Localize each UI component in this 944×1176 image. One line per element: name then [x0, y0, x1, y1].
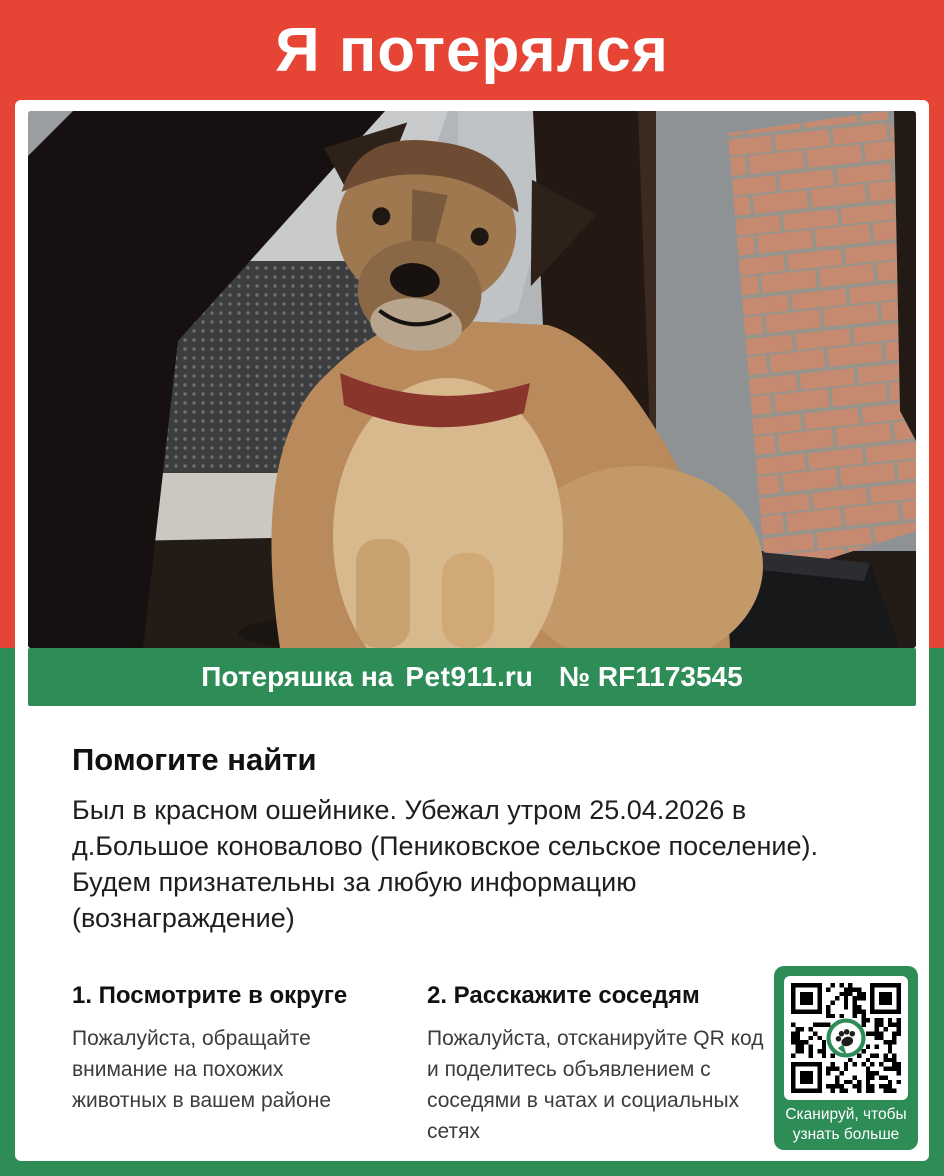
pet-photo-illustration [28, 111, 916, 648]
band-prefix: Потеряшка на [201, 661, 394, 692]
qr-code [784, 976, 908, 1100]
announcement-id: № RF1173545 [558, 661, 743, 692]
step2-title: 2. Расскажите соседям [427, 982, 700, 1009]
paw-pin-icon [823, 1015, 869, 1061]
poster-title: Я потерялся [275, 15, 669, 85]
pet911-logo-suffix: .ru [497, 661, 533, 692]
qr-caption-line2: узнать больше [792, 1126, 900, 1143]
site-band [28, 648, 916, 706]
step1-title: 1. Посмотрите в округе [72, 982, 348, 1009]
step2-text: Пожалуйста, отсканируйте QR код и поделитесь объявлением с соседями в чатах и социальных сетях [427, 1027, 764, 1143]
qr-caption [774, 1105, 918, 1145]
qr-caption-line1: Сканируй, чтобы [785, 1106, 907, 1123]
pet911-logo: Pet911 [405, 661, 498, 692]
pet-photo [28, 111, 916, 648]
step-tell-neighbors [427, 982, 765, 1147]
help-heading: Помогите найти [72, 742, 317, 777]
step1-text: Пожалуйста, обращайте внимание на похожих животных в вашем районе [72, 1027, 331, 1112]
pet-description: Был в красном ошейнике. Убежал утром 25.04.2026 в д.Большое коновалово (Пениковское сельское поселение). Будем признательны за любую информацию (вознаграждение) [72, 795, 819, 933]
poster-header [0, 0, 944, 100]
step-look-around [72, 982, 382, 1147]
qr-panel [774, 966, 918, 1150]
poster-card [15, 100, 929, 1161]
